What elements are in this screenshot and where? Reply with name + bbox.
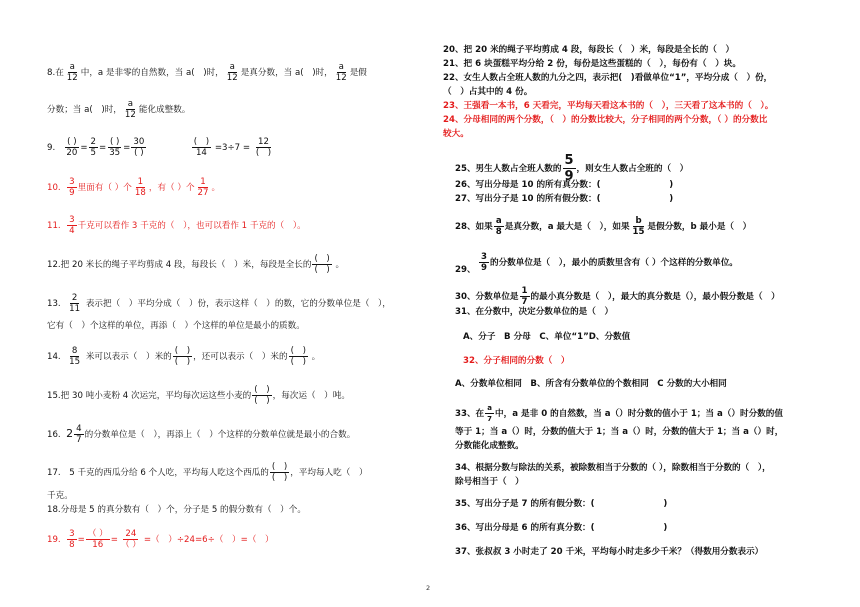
q14-f2-den: ( )	[174, 357, 191, 367]
q28-f2-num: b	[635, 216, 642, 226]
q19-equals-2: =	[110, 535, 118, 545]
q19-f2-num: （ ）	[87, 529, 108, 539]
q10-f2-num: 1	[137, 177, 144, 187]
fraction-a-over-12	[225, 62, 240, 83]
question-10	[47, 177, 220, 198]
question-12	[47, 254, 344, 275]
q9-f6-num: 12	[258, 137, 269, 147]
q19-number: 19.	[47, 535, 61, 545]
q8-text-a: 8.在	[47, 68, 64, 78]
q10-f3-den: 27	[197, 188, 209, 198]
q10-fraction-1	[67, 177, 76, 198]
q29-f-den: 9	[481, 263, 487, 273]
question-29	[478, 252, 738, 273]
q16-whole-part: 2	[66, 427, 74, 440]
q10-fraction-2	[133, 177, 148, 198]
q9-f6-den: ( )	[255, 148, 272, 158]
question-18	[47, 504, 306, 516]
q9-f3-den: 35	[109, 148, 121, 158]
q13-f-den: 11	[69, 304, 81, 314]
q9-f4-num: 30	[133, 137, 145, 147]
q17-f-den: ( )	[271, 473, 288, 483]
q28-text-2: 是真分数，a 最大是（ ），如果	[504, 222, 630, 232]
q28-f1-den: 8	[495, 227, 502, 237]
q14-number: 14.	[47, 352, 61, 362]
question-34-line1: 34、根据分数与除法的关系，被除数相当于分数的（ ），除数相当于分数的（ ），	[455, 463, 771, 473]
q19-equals-1: =	[77, 535, 85, 545]
q15-text-2: ，每次运（ ）吨。	[272, 391, 350, 401]
q11-f-den: 4	[69, 226, 75, 236]
question-28	[455, 216, 751, 237]
q19-fraction-3	[119, 529, 143, 550]
q30-text-1: 30、分数单位是	[455, 292, 519, 302]
question-33-line1	[455, 403, 783, 424]
question-37: 37、张叔叔 3 小时走了 20 千米，平均每小时走多少千米？（得数用分数表示）	[455, 547, 764, 557]
q10-text-2: ，有（ ）个	[148, 183, 195, 193]
q9-f2-den: 5	[90, 148, 97, 158]
q25-f-num: 5	[564, 153, 574, 168]
q16-number: 16.	[47, 430, 61, 440]
q18-text: 18.分母是 5 的真分数有（ ）个，分子是 5 的假分数有（ ）个。	[47, 505, 306, 515]
q13-text-1: 表示把（ ）平均分成（ ）份，表示这样（ ）的数，它的分数单位是（ ），	[85, 299, 391, 309]
q30-f-den: 7	[521, 297, 528, 307]
q33-f-den: 7	[487, 415, 493, 423]
q13-number: 13.	[47, 299, 61, 309]
q10-f2-den: 18	[134, 188, 146, 198]
q17-text-1: 17. 5 千克的西瓜分给 6 个人吃，平均每人吃这个西瓜的	[47, 468, 269, 478]
q15-f-num: ( )	[254, 385, 270, 395]
q13-f-num: 2	[71, 293, 78, 303]
q12-fraction	[312, 254, 331, 275]
q9-f1-den: 20	[66, 148, 78, 158]
q28-f1-num: a	[495, 216, 502, 226]
q28-text-3: 是假分数，b 最小是（ ）	[647, 222, 752, 232]
question-17-line2	[47, 490, 73, 502]
question-36: 36、写出分母是 6 的所有真分数：( )	[455, 523, 668, 533]
q9-f2-num: 2	[90, 137, 97, 147]
q17-f-num: ( )	[271, 462, 288, 472]
q8-frac-num: a	[69, 62, 75, 72]
q8-frac-den: 12	[335, 73, 347, 83]
q19-f3-den: （ ）	[120, 540, 141, 550]
question-30	[455, 286, 780, 307]
q9-f4-den: ( )	[134, 148, 144, 158]
q19-fraction-1	[67, 529, 76, 550]
q25-f-den: 9	[564, 169, 574, 184]
q14-f3-den: ( )	[290, 357, 306, 367]
q19-fraction-2	[86, 529, 110, 550]
q10-text-1: 里面有（ ）个	[77, 183, 132, 193]
q10-f1-den: 9	[69, 188, 75, 198]
q19-f2-den: 16	[92, 540, 104, 550]
q12-f-den: ( )	[314, 265, 330, 275]
q28-fraction-1	[494, 216, 504, 237]
q8-frac-num: a	[127, 99, 133, 109]
q8-text-d: 是假	[349, 68, 367, 78]
question-11	[47, 215, 306, 236]
q8-frac-den: 12	[226, 73, 238, 83]
question-20: 20、把 20 米的绳子平均剪成 4 段，每段长（ ）米，每段是全长的（ ）	[443, 45, 735, 55]
q12-text-2: 。	[335, 260, 345, 270]
q29-f-num: 3	[481, 252, 487, 262]
q29-fraction	[479, 252, 489, 273]
q8-frac-num: a	[229, 62, 235, 72]
question-22-line1: 22、女生人数占全班人数的九分之四，表示把( )看做单位“1”，平均分成（ ）份，	[443, 73, 773, 83]
q15-f-den: ( )	[254, 396, 270, 406]
q17-text-3: 千克。	[47, 491, 73, 501]
page-number: 2	[426, 584, 431, 592]
q9-f1-num: ( )	[67, 137, 77, 147]
question-13-line1	[47, 293, 391, 314]
q17-fraction	[270, 462, 289, 483]
q30-fraction	[520, 286, 530, 307]
q30-f-num: 1	[521, 286, 528, 296]
q9-fraction-1	[64, 137, 79, 158]
q8-text-e: 分数；当 a( )时，	[47, 105, 122, 115]
q14-fraction-1	[67, 346, 82, 367]
q10-f1-num: 3	[69, 177, 75, 187]
q29-text: 的分数单位是（ ），最小的质数里含有（ ）个这样的分数单位。	[489, 258, 738, 268]
q19-f1-num: 3	[69, 529, 75, 539]
question-32-options: A、分数单位相同 B、所含有分数单位的个数相同 C 分数的大小相同	[455, 379, 727, 389]
q9-fraction-2	[89, 137, 98, 158]
question-8-line2	[47, 99, 190, 120]
question-19	[47, 529, 274, 550]
question-24-line2: 较大。	[443, 129, 469, 139]
question-9: 9. ( ) 20 = $\frac{2}{5}$ = ( ) 35 = 30 ( ) ( ) 14 =3÷7 = 12 ( )	[47, 137, 272, 158]
q14-f2-num: ( )	[174, 346, 191, 356]
q13-text-2: 它有（ ）个这样的单位，再添（ ）个这样的单位是最小的质数。	[47, 321, 305, 331]
q8-frac-den: 12	[66, 73, 78, 83]
question-14	[47, 346, 320, 367]
q16-fraction	[74, 424, 83, 445]
q10-f3-num: 1	[200, 177, 206, 187]
question-32: 32、分子相同的分数（ ）	[463, 356, 570, 366]
q11-f-num: 3	[69, 215, 75, 225]
q12-text-1: 12.把 20 米长的绳子平均剪成 4 段，每段长（ ）米，每段是全长的	[47, 260, 312, 270]
q9-fraction-6	[254, 137, 273, 158]
q15-text-1: 15.把 30 吨小麦粉 4 次运完，平均每次运这些小麦的	[47, 391, 252, 401]
q16-text: 的分数单位是（ ），再添上（ ）个这样的分数单位就是最小的合数。	[84, 430, 356, 440]
q11-number: 11.	[47, 221, 61, 231]
q8-text-b: 中，a 是非零的自然数，当 a( )时，	[80, 68, 224, 78]
question-31-options: A、分子 B 分母 C、单位“1”D、分数值	[463, 332, 631, 342]
question-33-line2: 等于 1；当 a（）时，分数的值大于 1；当 a（）时，分数的值大于 1；当 a（）时，	[455, 427, 784, 437]
q15-fraction	[252, 385, 271, 406]
q11-fraction	[67, 215, 76, 236]
q10-number: 10.	[47, 183, 61, 193]
q19-text: =（ ）÷24=6÷（ ）=（ ）	[143, 535, 274, 545]
q8-text-c: 是真分数，当 a( )时，	[240, 68, 333, 78]
q9-f5-den: 14	[195, 148, 207, 158]
q25-text-1: 25、男生人数占全班人数的	[455, 164, 562, 174]
q14-f1-num: 8	[71, 346, 78, 356]
q14-f1-den: 15	[69, 357, 81, 367]
question-16	[47, 424, 355, 445]
q9-fraction-3	[107, 137, 122, 158]
question-31: 31、在分数中，决定分数单位的是（ ）	[455, 307, 614, 317]
q9-middle: =3÷7 =	[214, 143, 251, 153]
q28-f2-den: 15	[632, 227, 645, 237]
q14-fraction-2	[173, 346, 192, 367]
q8-frac-den: 12	[124, 110, 136, 120]
q28-text-1: 28、如果	[455, 222, 493, 232]
q8-text-f: 能化成整数。	[138, 105, 191, 115]
q16-f-num: 4	[76, 424, 82, 434]
q33-fraction	[485, 403, 494, 424]
q29-number: 29、	[455, 265, 476, 275]
q9-f3-num: ( )	[109, 137, 120, 147]
q28-fraction-2	[631, 216, 647, 237]
q12-f-num: ( )	[314, 254, 330, 264]
fraction-a-over-12	[65, 62, 80, 83]
q11-text: 千克可以看作 3 千克的（ ），也可以看作 1 千克的（ ）。	[77, 221, 306, 231]
q25-text-2: ，则女生人数占全班的（ ）	[576, 164, 689, 174]
q9-number: 9.	[47, 143, 56, 153]
question-34-line2: 除号相当于（ ）	[455, 477, 524, 487]
question-24-line1: 24、分母相同的两个分数，（ ）的分数比较大，分子相同的两个分数，（ ）的分数比	[443, 115, 768, 125]
question-15	[47, 385, 350, 406]
q33-text-1: 33、在	[455, 409, 485, 419]
question-33-line3: 分数能化成整数。	[455, 441, 524, 451]
question-13-line2	[47, 320, 305, 332]
question-17-line1	[47, 462, 368, 483]
q10-text-3: 。	[211, 183, 221, 193]
q33-text-2: 中，a 是非 0 的自然数，当 a（）时分数的值小于 1；当 a（）时分数的值	[495, 409, 783, 419]
q9-fraction-4	[131, 137, 146, 158]
question-22-line2: （ ）占其中的 4 份。	[443, 87, 533, 97]
q14-f3-num: ( )	[290, 346, 306, 356]
q17-text-2: ，平均每人吃（ ）	[290, 468, 368, 478]
q19-f1-den: 8	[69, 540, 75, 550]
q16-f-den: 7	[76, 435, 82, 445]
q14-text-1: 米可以表示（ ）米的	[85, 352, 172, 362]
q33-f-num: a	[487, 404, 492, 412]
fraction-a-over-12	[334, 62, 349, 83]
q19-f3-num: 24	[125, 529, 137, 539]
question-8-line1	[47, 62, 367, 83]
q13-fraction	[67, 293, 82, 314]
q9-f5-num: ( )	[193, 137, 210, 147]
q14-fraction-3	[289, 346, 308, 367]
q10-fraction-3	[196, 177, 211, 198]
q8-frac-num: a	[338, 62, 344, 72]
question-35: 35、写出分子是 7 的所有假分数：( )	[455, 499, 668, 509]
q14-text-3: 。	[311, 352, 321, 362]
q30-text-2: 的最小真分数是（ ），最大的真分数是（），最小假分数是（ ）	[530, 292, 780, 302]
question-26: 26、写出分母是 10 的所有真分数：( )	[455, 180, 674, 190]
question-27: 27、写出分子是 10 的所有假分数：( )	[455, 194, 674, 204]
q9-fraction-5	[192, 137, 211, 158]
question-23: 23、王强看一本书，6 天看完，平均每天看这本书的（ ），三天看了这本书的（ ）。	[443, 101, 774, 111]
q14-text-2: ，还可以表示（ ）米的	[193, 352, 288, 362]
fraction-a-over-12	[123, 99, 138, 120]
question-21: 21、把 6 块蛋糕平均分给 2 份，每份是这些蛋糕的（ ），每份有（ ）块。	[443, 59, 741, 69]
